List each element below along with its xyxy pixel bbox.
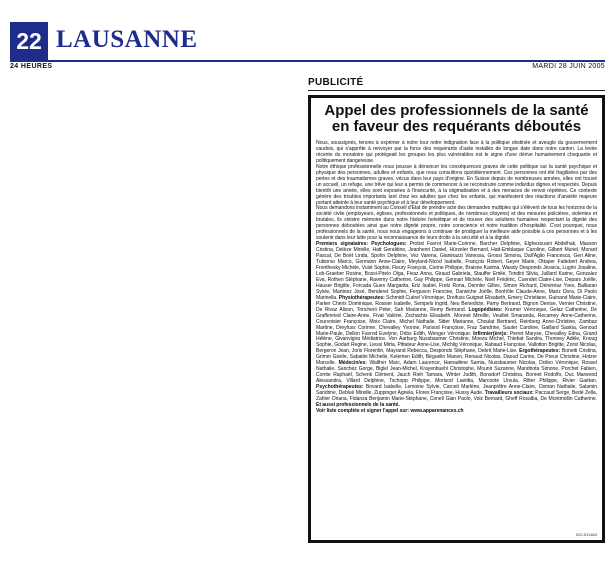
kicker-label: PUBLICITÉ <box>308 77 364 88</box>
kicker-rule <box>308 90 605 91</box>
doctors-label: Médecin/es: <box>338 360 367 367</box>
nurses-label: Infirmier(ère)s: <box>473 330 508 337</box>
occupational-therapists-label: Ergothérapeutes: <box>519 348 561 355</box>
page-header <box>10 22 605 60</box>
physio-label: Physiothérapeutes: <box>338 294 385 301</box>
signup-url-line: Voir liste complète et signer l'appel sur: www.apparenances.ch <box>316 407 464 414</box>
ad-title-line-2: en faveur des requérants déboutés <box>331 118 582 135</box>
signatories <box>316 242 597 409</box>
social-workers-names: Paccaud Serge, Bedé Zella, Zahler Oriana, Fidanza Benjamin Marie-Stéphane, Conell Gian Paolo, Volz Bernard, Gheff Rosalba, De Montmollin Catherine. <box>316 390 598 402</box>
paragraph-3: Nous demandons instamment au Conseil d'Etat de prendre acte des demandes multiples qui s'élèvent de tous les horizons de la société civile (employeurs, églises, professionnels et politiques, de nombreux citoyens) et des mesures policières, violentes et brutales, ils sinistre mémoire dans notre histoire helvétique et de trouver des solutions humaines respectant la dignité des personnes déboutées ainsi que notre dignité propre, notre conscience et notre tradition d'hospitalité. C'est pourquoi, nous professionnels de la santé, nous nous engageons à continuer de prodiguer la meilleure aide possible à ces personnes et à les soutenir dans leur lutte pour la reconnaissance de leurs droits à la sécurité et à la dignité. <box>316 205 597 242</box>
ad-title <box>316 103 597 135</box>
section-title: LAUSANNE <box>56 26 198 53</box>
occupational-therapists-names: Bonetti Cristina, Grimm Gisèle, Sabatini Michelle, Kelemen Edith, Béguelin Manon, Renaud Nicolas, Daoud Carine, De Preux Christine, Hotzer Marcelle. <box>316 348 598 367</box>
speech-therapists-label: Logopédistes: <box>468 306 503 313</box>
ad-title-line-1: Appel des professionnels de la santé <box>324 102 589 119</box>
paragraph-2: Notre éthique professionnelle nous pousse à dénoncer les conséquences graves de cette politique sur la santé psychique et physique des personnes, adultes et enfants, que nous consultons quotidiennement. Ces personnes ont été fragilisées par des pertes et des traumatismes graves, vécus dans leur pays d'origine. En Suisse depuis de nombreuses années, elles ont trouvé un accueil, un refuge, une trêve qui leur a permis de commencer à se reconstruire comme individus dignes et respectés. Depuis bientôt une année, elles sont exposées à l'insécurité, à la stigmatisation et à des menaces de renvoi répétées. Ce contexte génère des troubles importants tant chez les adultes que chez les enfants, qui manifestent des réactions d'anxiété majeure portant atteinte à leur santé psychique et à leur développement. <box>316 163 597 206</box>
nurses-names: Perret Maryse, Chevalley Edna, Grand Hélène, Givanvigira Médiatrice, Von Aarburg Nussbaumer Christine, Moeza Michel, Thiebat Sandra, Thonney Adèle, Knoug Sophie, Godart Regine, Liessi Mirta, Pittateur Anne-Lise, Michlig Véronique, Rabaud Françoise, Vallotton Brigitte, Zorst Nicolas, Bergeron Jean, Joris Florentin, Mayrand Rebecca, Desponds Stéphane, Debrit Marie-Lise. <box>316 330 597 355</box>
psychotherapists-names: Bovard Isabelle, Lemoine Sylvie, Carceit Marlène, Jeanprêtre Anne-Claire, Osman Nathalie, Salamin Sandrine, Debluë Mireille, Zuppinger Agnela, Flores Françoise, Hussy Aude. <box>316 384 597 397</box>
speech-therapists-names: Kramer Véronique, Gelaz Catherine, De Graffenried Claire-Anne, Fivat Valérie, Zschachis Elisabeth, Monnet Mireille, Veuillet Smaranda, Recamey Anne-Catherine, Courvoisier Françoise, Moix Claire, Michel Nathalie, Sitter Marianne, Choulat Bertrand, Reinberg Anne-Christine, Zambaz Martine, Dreyfuss Corinne, Chevalley Yvonne, Parisod Françoise, Fraz Sandrine, Sauter Caroline, Gaillard Saskia, Genoud Marie-Paule, Dellon Favrod Evelyne, Dribs Edith, Wenger Véronique. <box>316 306 598 337</box>
page-number: 22 <box>10 22 48 60</box>
paragraph-1: Nous, soussignés, tenons à exprimer à notre tour notre indignation face à la politique obstinée et aveugle du gouvernement vaudois, qui s'apprête à renvoyer par la force des requérants d'asile installés de longue date dans notre canton. La levée récente du moratoire qui protégeait les groupes les plus vulnérables est le signe d'une dérive humainement choquante et politiquement dangereuse. <box>316 140 597 164</box>
newspaper-name: 24 HEURES <box>10 63 53 70</box>
psychologists-names: Probst Favrot Marie-Corinne, Barcher Delphine, Elghezouani Abdelhak, Masson Cristina, Delèze Mireille, Hatt Geraldine, Jeanhenri Daniel, Hürzeler Bernard, Hatt-Emblaque Caroline, Gilbert Muriel, Morard Pascal, De Boët Linda, Spohn Delphine, Vez Varena, Gianinazzi Vanessa, Grossi Simona, Dall'Aglio Francesca, Geri Aline, Tubiorso Marco, Germann Anne-Claire, Meyland-Nicod Isabelle, François Robert, Geyer Marie, Ottaper Fattebert Andrea, Fronthesky Michèle, Vuist Sophie, Fleury François, Corine Philippe, Braisne Karima, Wassly Desponds Jessica, Lugrin Josaline, Lob-Graeber Rosine, Bossi-Pirelo Olga, Fivaz Anna, Giraud Gabriela, Stauffer Emile, Tondini Silvia, Juillard Karine, Gonzalez Eva, Rothen Stéphane, Ravemy Catherine, Gay Philippe, Gennari Michèle, Noël Frédéric, Cuendet Claire-Lise, Depars Joëlle, Hauser Brigitte, Forcada Guex Margarita, Erlz Isabel, Fretz Rona, Dennler Gilles, Simon Richard, Dénéréaz Yves, Balliaran Sylvie, Martinez José, Benderet Sophie, Ferguson Francine, Darwiche Joëlle, Bonhôte Claude-Anne, Mariz Dora, Di Paolo Marinella. <box>316 241 598 301</box>
social-workers-label: Travailleurs sociaux: <box>484 390 534 397</box>
physio-names: Schmidt Cuérel Véronique, Dreifuss Guignet Elisabeth, Emery Christiane, Guinand Marie-Claire, Parker Cherix Dominique, Rossier Isabelle, Sempels Ingrid, Neu Benedicte, Pamy Bertrand, Bignon Denise, Vernier Christine, De Rivaz Alison, Trincherii Peter, Sah Marianne, Remy Bertrand. <box>316 294 598 313</box>
signatories-label: Premiers signataires: <box>316 241 369 248</box>
psychotherapists-label: Psychothérapeutes: <box>316 384 364 391</box>
header-rule <box>10 60 605 62</box>
doctors-names: Walther Marc, Adam Laurence, Hamadène Samia, Nussbaumer Nicolas, Dolivo Véronique, Rossel Nathalie, Sanchez Gorge, Biglel Jean-Michel, Krayenbuehl Christophe, Mounir Suzanne, Mandriota Simone, Porchet Fabien, Comte Raphaël, Schenk Clément, Jauch Rieh Tamara, Winter Judith, Bonsdorf Christina, Bonnet Rodolfo, Duc Marwood Alessandra, Villard Delphine, Tschopp Philippe, Morisod Laetitia, Marcoote Ursula, Ritter Philippe, Rivier Gaëtan. <box>316 360 597 385</box>
ad-reference-code: 022-511484 <box>575 532 597 537</box>
issue-date: MARDI 28 JUIN 2005 <box>532 63 605 70</box>
advertisement-box <box>308 95 605 543</box>
ad-body <box>316 141 597 415</box>
closing-line: Et aussi professionnels de la santé. <box>316 401 400 408</box>
psychologists-label: Psychologues: <box>371 241 407 248</box>
